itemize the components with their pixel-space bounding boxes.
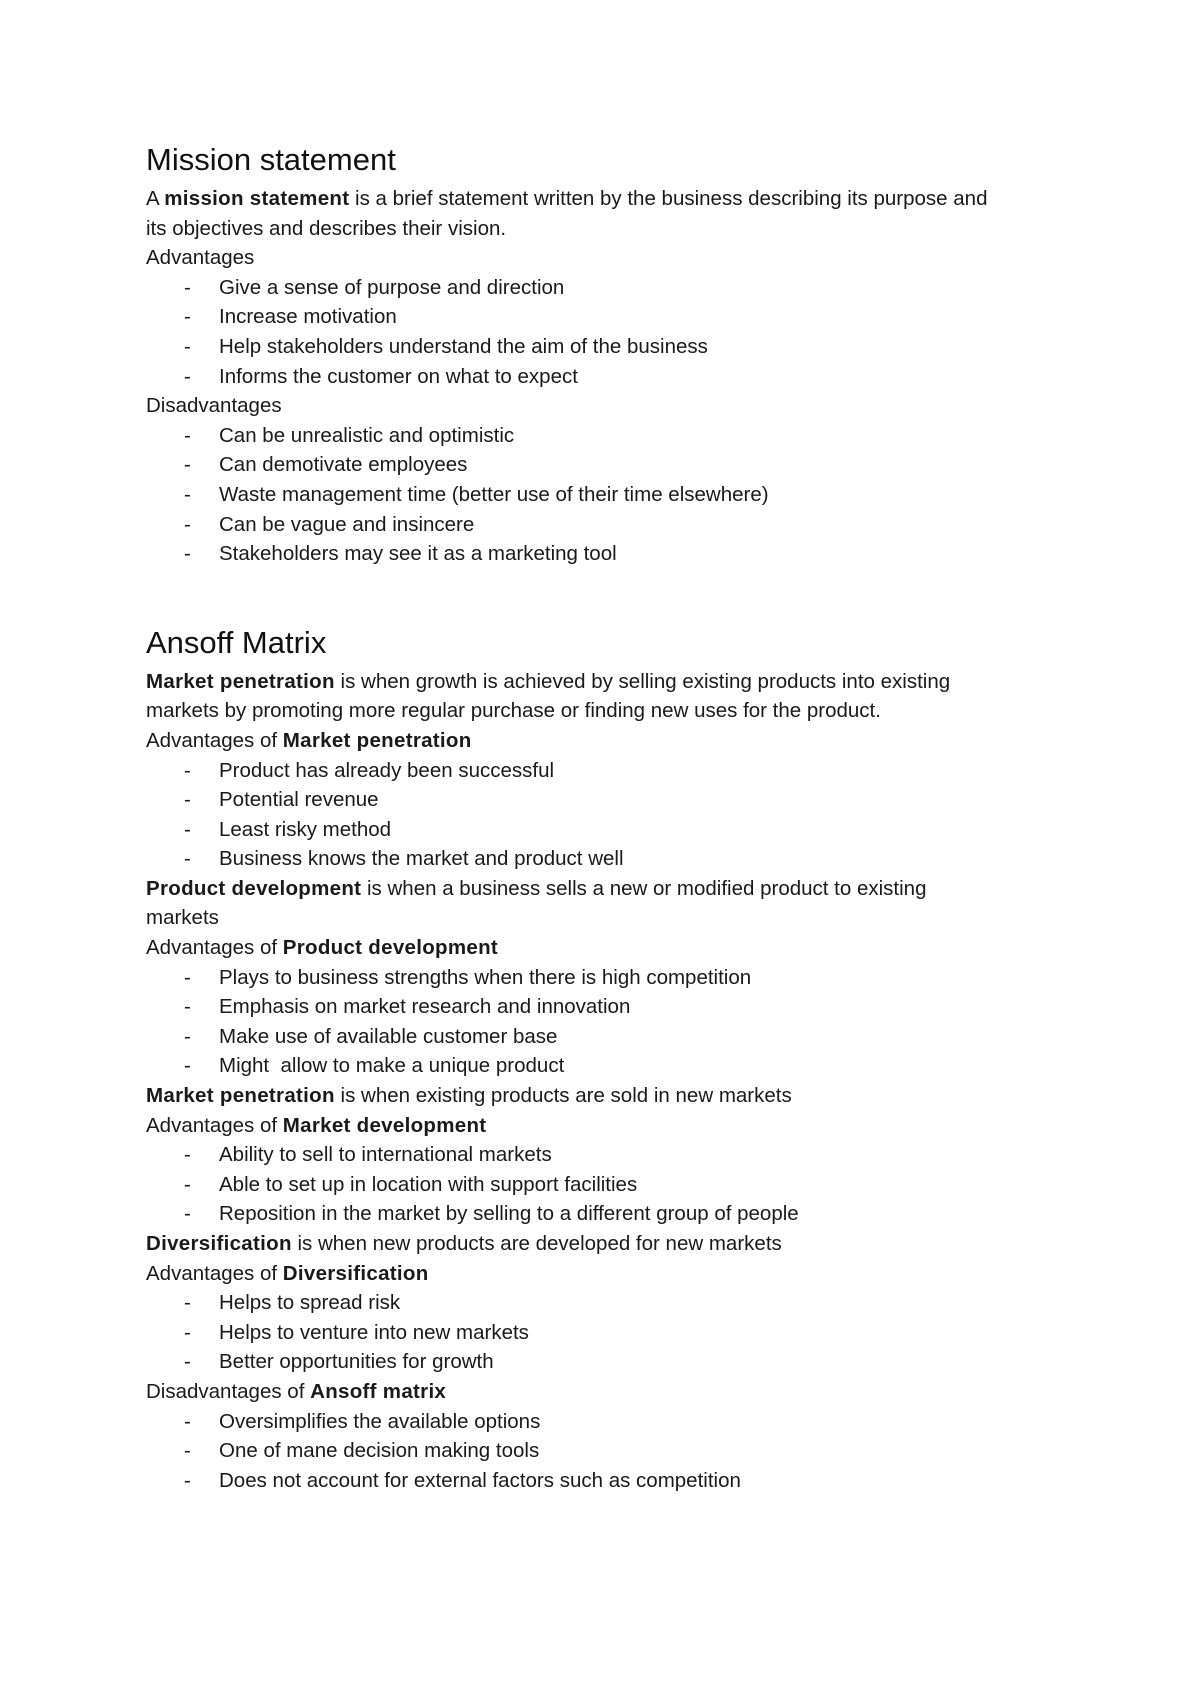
section-heading: Ansoff Matrix bbox=[146, 624, 327, 660]
bold-term: Market penetration bbox=[282, 728, 472, 752]
bullet-dash: - bbox=[184, 423, 191, 447]
product-development-advantages-list bbox=[146, 963, 1096, 1081]
list-item: - Make use of available customer base bbox=[146, 1022, 1096, 1052]
list-item: - Can be unrealistic and optimistic bbox=[146, 421, 1096, 451]
bullet-dash: - bbox=[184, 1320, 191, 1344]
diversification-advantages-label: Advantages of Diversification bbox=[146, 1261, 429, 1285]
bullet-dash: - bbox=[184, 1024, 191, 1048]
product-development-definition: Product development is when a business sells a new or modified product to existing bbox=[146, 876, 927, 900]
list-item: - Better opportunities for growth bbox=[146, 1347, 1096, 1377]
list-item: - Business knows the market and product well bbox=[146, 844, 1096, 874]
bullet-dash: - bbox=[184, 1054, 191, 1078]
bullet-dash: - bbox=[184, 512, 191, 536]
product-development-definition-continued: markets bbox=[146, 906, 219, 930]
bullet-dash: - bbox=[184, 758, 191, 782]
mission-statement-section bbox=[146, 140, 1096, 569]
bullet-dash: - bbox=[184, 482, 191, 506]
diversification-definition: Diversification is when new products are developed for new markets bbox=[146, 1232, 782, 1255]
list-item: - Ability to sell to international markets bbox=[146, 1140, 1096, 1170]
ansoff-disadvantages-label: Disadvantages of Ansoff matrix bbox=[146, 1379, 447, 1403]
bold-term: Diversification bbox=[146, 1232, 292, 1255]
bullet-dash: - bbox=[184, 1291, 191, 1315]
list-item: - Waste management time (better use of their time elsewhere) bbox=[146, 480, 1096, 510]
list-item: - Product has already been successful bbox=[146, 756, 1096, 786]
bullet-dash: - bbox=[184, 817, 191, 841]
list-item: - Least risky method bbox=[146, 815, 1096, 845]
bullet-dash: - bbox=[184, 1439, 191, 1463]
section-heading: Mission statement bbox=[146, 142, 396, 177]
bullet-dash: - bbox=[184, 1350, 191, 1374]
bullet-dash: - bbox=[184, 1202, 191, 1226]
list-item: - One of mane decision making tools bbox=[146, 1436, 1096, 1466]
bullet-dash: - bbox=[184, 1143, 191, 1167]
bullet-dash: - bbox=[184, 847, 191, 871]
bullet-dash: - bbox=[184, 334, 191, 358]
bold-term: Product development bbox=[282, 936, 499, 960]
advantages-list bbox=[146, 273, 1096, 391]
list-item: - Increase motivation bbox=[146, 302, 1096, 332]
disadvantages-list bbox=[146, 421, 1096, 569]
list-item: - Plays to business strengths when there is high competition bbox=[146, 963, 1096, 993]
bullet-dash: - bbox=[184, 788, 191, 812]
list-item: - Informs the customer on what to expect bbox=[146, 362, 1096, 392]
market-penetration-advantages-label: Advantages of Market penetration bbox=[146, 728, 472, 752]
list-item: - Helps to spread risk bbox=[146, 1288, 1096, 1318]
list-item: - Emphasis on market research and innovation bbox=[146, 992, 1096, 1022]
bullet-dash: - bbox=[184, 453, 191, 477]
list-item: - Might allow to make a unique product bbox=[146, 1051, 1096, 1081]
bold-term: Market development bbox=[282, 1113, 487, 1137]
bullet-dash: - bbox=[184, 275, 191, 299]
ansoff-disadvantages-list bbox=[146, 1407, 1096, 1496]
bold-term: Product development bbox=[146, 876, 362, 900]
bold-term: Ansoff matrix bbox=[310, 1379, 447, 1403]
product-development-advantages-label: Advantages of Product development bbox=[146, 936, 499, 960]
bold-term: mission statement bbox=[164, 187, 350, 210]
bold-term: Market penetration bbox=[146, 669, 335, 693]
bullet-dash: - bbox=[184, 995, 191, 1019]
diversification-advantages-list bbox=[146, 1288, 1096, 1377]
list-item: - Give a sense of purpose and direction bbox=[146, 273, 1096, 303]
list-item: - Can demotivate employees bbox=[146, 450, 1096, 480]
mission-intro-continued: its objectives and describes their vision. bbox=[146, 216, 507, 240]
bullet-dash: - bbox=[184, 965, 191, 989]
list-item: - Able to set up in location with support facilities bbox=[146, 1170, 1096, 1200]
list-item: - Does not account for external factors such as competition bbox=[146, 1466, 1096, 1496]
list-item: - Oversimplifies the available options bbox=[146, 1407, 1096, 1437]
disadvantages-label: Disadvantages bbox=[146, 394, 282, 418]
bullet-dash: - bbox=[184, 542, 191, 566]
market-penetration-definition: Market penetration is when growth is achieved by selling existing products into existing bbox=[146, 669, 951, 693]
bullet-dash: - bbox=[184, 1468, 191, 1492]
list-item: - Stakeholders may see it as a marketing tool bbox=[146, 539, 1096, 569]
market-development-definition: Market penetration is when existing products are sold in new markets bbox=[146, 1084, 792, 1108]
bullet-dash: - bbox=[184, 364, 191, 388]
advantages-label: Advantages bbox=[146, 246, 255, 270]
mission-intro: A mission statement is a brief statement written by the business describing its purpose and bbox=[146, 187, 988, 210]
market-penetration-advantages-list bbox=[146, 756, 1096, 874]
document-page bbox=[146, 140, 1096, 1495]
list-item: - Can be vague and insincere bbox=[146, 510, 1096, 540]
list-item: - Potential revenue bbox=[146, 785, 1096, 815]
list-item: - Reposition in the market by selling to a different group of people bbox=[146, 1199, 1096, 1229]
bold-term: Diversification bbox=[282, 1261, 429, 1285]
list-item: - Helps to venture into new markets bbox=[146, 1318, 1096, 1348]
bullet-dash: - bbox=[184, 305, 191, 329]
market-development-advantages-list bbox=[146, 1140, 1096, 1229]
list-item: - Help stakeholders understand the aim of the business bbox=[146, 332, 1096, 362]
bullet-dash: - bbox=[184, 1409, 191, 1433]
bullet-dash: - bbox=[184, 1172, 191, 1196]
ansoff-matrix-section bbox=[146, 623, 1096, 1496]
market-penetration-definition-continued: markets by promoting more regular purchase or finding new uses for the product. bbox=[146, 699, 881, 723]
market-development-advantages-label: Advantages of Market development bbox=[146, 1113, 487, 1137]
bold-term: Market penetration bbox=[146, 1084, 335, 1108]
